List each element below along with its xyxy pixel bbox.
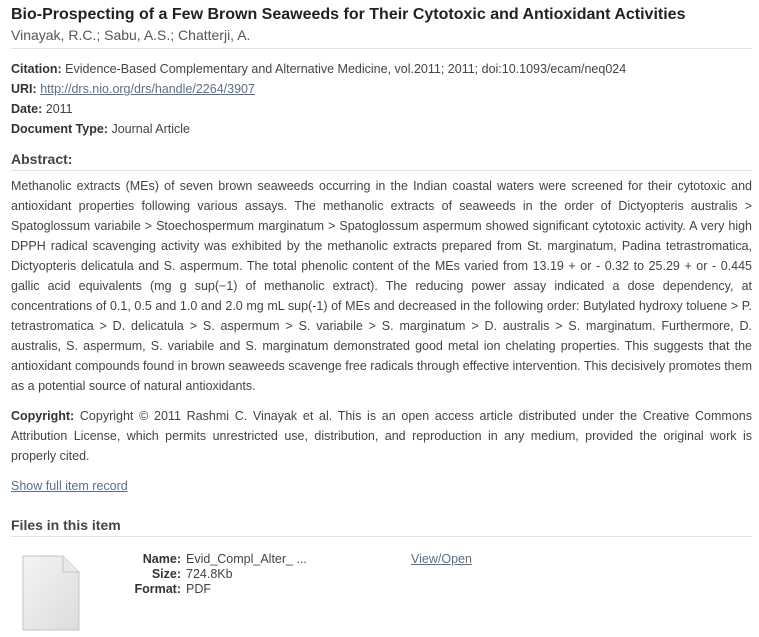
uri-link[interactable]: http://drs.nio.org/drs/handle/2264/3907 <box>40 82 255 96</box>
doctype-row <box>11 119 752 139</box>
metadata-list <box>11 59 752 139</box>
view-open-link[interactable]: View/Open <box>411 552 472 566</box>
file-size-row <box>119 567 307 582</box>
uri-label: URI: <box>11 82 37 96</box>
copyright-block <box>11 406 752 466</box>
date-label: Date: <box>11 102 43 116</box>
file-format-value: PDF <box>186 582 211 596</box>
date-row <box>11 99 752 119</box>
copyright-text: Copyright © 2011 Rashmi C. Vinayak et al. This is an open access article distributed under the Creative Commons Attribution License, which permits unrestricted use, distribution, and reproduction in any medium, provided the original work is properly cited. <box>11 409 752 463</box>
document-icon[interactable] <box>21 554 81 632</box>
citation-label: Citation: <box>11 62 62 76</box>
doctype-value: Journal Article <box>111 122 190 136</box>
abstract-heading: Abstract: <box>11 150 752 171</box>
uri-row <box>11 79 752 99</box>
files-heading: Files in this item <box>11 516 752 537</box>
citation-value: Evidence-Based Complementary and Alternative Medicine, vol.2011; 2011; doi:10.1093/ecam/neq024 <box>65 62 627 76</box>
copyright-label: Copyright: <box>11 409 75 423</box>
file-action <box>411 552 472 567</box>
full-record-row <box>11 476 752 496</box>
item-title: Bio-Prospecting of a Few Brown Seaweeds for Their Cytotoxic and Antioxidant Activities <box>11 6 686 23</box>
file-properties <box>119 552 307 597</box>
date-value: 2011 <box>45 102 73 116</box>
file-size-value: 724.8Kb <box>186 567 233 581</box>
file-size-label: Size: <box>151 567 181 581</box>
file-name-label: Name: <box>142 552 181 566</box>
file-format-row <box>119 582 307 597</box>
file-format-label: Format: <box>134 582 181 596</box>
doctype-label: Document Type: <box>11 122 108 136</box>
item-view <box>11 0 752 636</box>
item-authors: Vinayak, R.C.; Sabu, A.S.; Chatterji, A. <box>11 25 752 49</box>
file-row <box>11 544 752 636</box>
file-name-value: Evid_Compl_Alter_ ... <box>186 552 307 566</box>
abstract-text: Methanolic extracts (MEs) of seven brown seaweeds occurring in the Indian coastal waters were screened for their cytotoxic and antioxidant properties following various assays. The methanolic extracts of seaweeds in the order of Dictyopteris australis > Spatoglossum variabile > Stoechospermum marginatum > Spatoglossum aspermum showed significant cytotoxic activity. A very high DPPH radical scavenging activity was exhibited by the methanolic extracts prepared from St. marginatum, Padina tetrastromatica, Dictyopteris delicatula and S. aspermum. The total phenolic content of the MEs varied from 13.19 + or - 0.32 to 25.29 + or - 0.445 gallic acid equivalents (mg g sup(−1) of methanolic extract). The reducing power assay indicated a dose dependency, at concentrations of 0.1, 0.5 and 1.0 and 2.0 mg mL sup(-1) of MEs and decreased in the following order: Butylated hydroxy toluene > P. tetrastromatica > D. delicatula > S. aspermum > S. variabile > S. marginatum > D. australis > S. marginatum. Furthermore, D. australis, S. aspermum, S. variabile and S. marginatum demonstrated good metal ion chelating properties. This suggests that the antioxidant compounds found in brown seaweeds scavenge free radicals through effective intervention. This decisively promotes them as a potential source of natural antioxidants. <box>11 179 752 393</box>
citation-row <box>11 59 752 79</box>
show-full-record-link[interactable]: Show full item record <box>11 479 128 493</box>
file-name-row <box>119 552 307 567</box>
